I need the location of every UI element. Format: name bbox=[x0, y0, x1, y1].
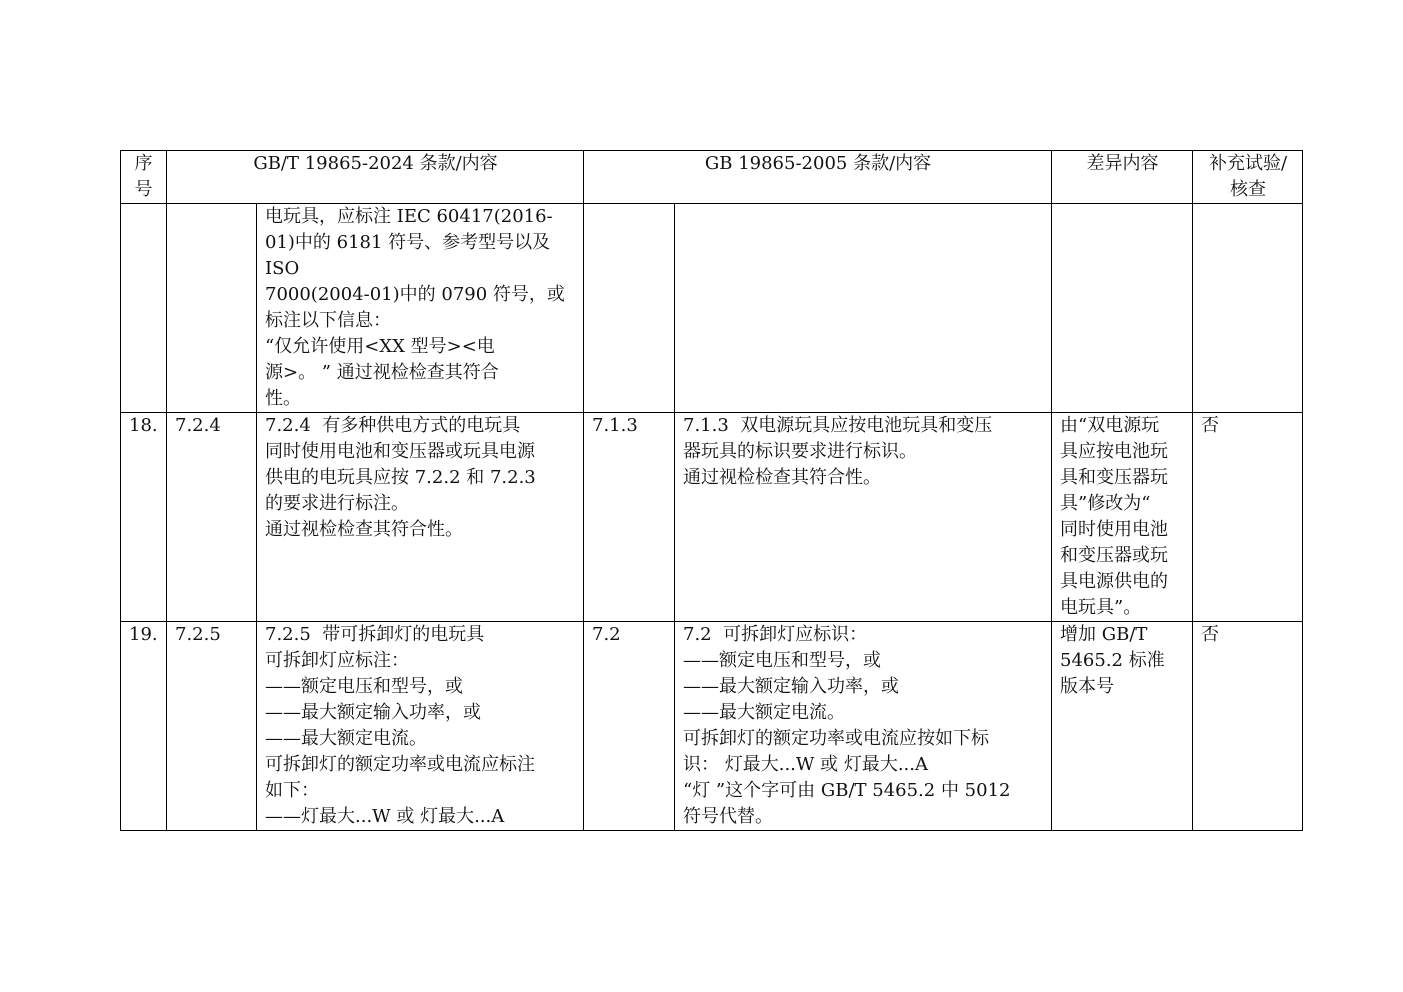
row-supplementary-check: 否 bbox=[1193, 622, 1303, 831]
row-difference: 由“双电源玩 具应按电池玩 具和变压器玩 具”修改为“ 同时使用电池 和变压器或玩 具电源供电的 电玩具”。 bbox=[1052, 413, 1193, 622]
table-row bbox=[121, 204, 1303, 413]
row-old-content: 7.2 可拆卸灯应标识： ——额定电压和型号，或 ——最大额定输入功率，或 ——最大额定电流。 可拆卸灯的额定功率或电流应按如下标 识： 灯最大...W 或 灯最大...A “灯 ”这个字可由 GB/T 5465.2 中 5012 符号代替。 bbox=[675, 622, 1052, 831]
row-old-clause bbox=[584, 204, 675, 413]
row-seq: 18. bbox=[121, 413, 167, 622]
table-header-row bbox=[121, 151, 1303, 204]
row-difference bbox=[1052, 204, 1193, 413]
row-old-clause: 7.2 bbox=[584, 622, 675, 831]
standards-comparison-table bbox=[120, 150, 1303, 831]
header-difference: 差异内容 bbox=[1052, 151, 1193, 204]
row-new-clause: 7.2.4 bbox=[167, 413, 257, 622]
row-supplementary-check: 否 bbox=[1193, 413, 1303, 622]
row-old-content bbox=[675, 204, 1052, 413]
header-seq: 序 号 bbox=[121, 151, 167, 204]
row-old-content: 7.1.3 双电源玩具应按电池玩具和变压 器玩具的标识要求进行标识。 通过视检检查其符合性。 bbox=[675, 413, 1052, 622]
table-row bbox=[121, 622, 1303, 831]
row-new-clause: 7.2.5 bbox=[167, 622, 257, 831]
table-row bbox=[121, 413, 1303, 622]
row-old-clause: 7.1.3 bbox=[584, 413, 675, 622]
header-new-standard: GB/T 19865-2024 条款/内容 bbox=[167, 151, 584, 204]
header-old-standard: GB 19865-2005 条款/内容 bbox=[584, 151, 1052, 204]
row-new-clause bbox=[167, 204, 257, 413]
row-new-content: 7.2.4 有多种供电方式的电玩具 同时使用电池和变压器或玩具电源 供电的电玩具应按 7.2.2 和 7.2.3 的要求进行标注。 通过视检检查其符合性。 bbox=[257, 413, 584, 622]
header-supplementary-check: 补充试验/ 核查 bbox=[1193, 151, 1303, 204]
row-new-content: 7.2.5 带可拆卸灯的电玩具 可拆卸灯应标注： ——额定电压和型号，或 ——最大额定输入功率，或 ——最大额定电流。 可拆卸灯的额定功率或电流应标注 如下： ——灯最大...W 或 灯最大...A bbox=[257, 622, 584, 831]
row-new-content: 电玩具，应标注 IEC 60417(2016- 01)中的 6181 符号、参考型号以及 ISO 7000(2004-01)中的 0790 符号，或 标注以下信息： “仅允许使用<XX 型号><电 源>。 ” 通过视检检查其符合 性。 bbox=[257, 204, 584, 413]
row-seq: 19. bbox=[121, 622, 167, 831]
row-seq bbox=[121, 204, 167, 413]
row-difference: 增加 GB/T 5465.2 标准 版本号 bbox=[1052, 622, 1193, 831]
row-supplementary-check bbox=[1193, 204, 1303, 413]
